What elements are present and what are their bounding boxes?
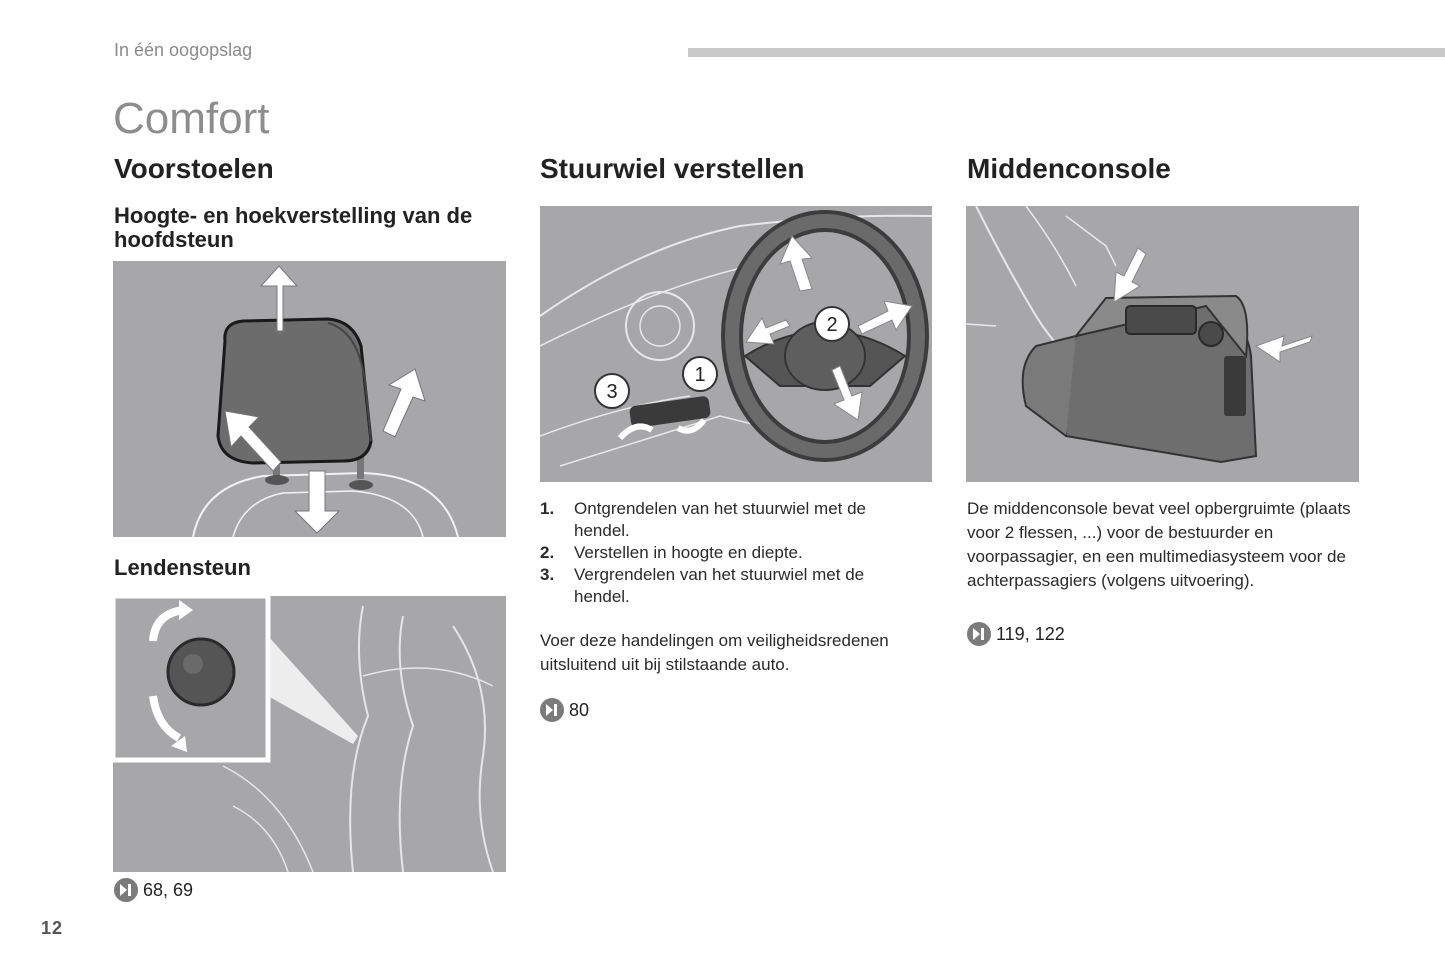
reference-stuurwiel[interactable] — [540, 698, 589, 722]
svg-text:3: 3 — [606, 381, 618, 403]
page-title: Comfort — [113, 94, 270, 143]
reference-voorstoelen[interactable] — [114, 878, 193, 902]
page-reference-icon — [967, 622, 991, 646]
reference-pages: 80 — [569, 699, 590, 720]
safety-note: Voer deze handelingen om veiligheidsredenen uitsluitend uit bij stilstaande auto. — [540, 631, 889, 674]
svg-text:1: 1 — [694, 364, 706, 386]
reference-middenconsole[interactable] — [967, 622, 1065, 646]
subheading-lendensteun: Lendensteun — [114, 555, 251, 580]
heading-stuurwiel: Stuurwiel verstellen — [540, 153, 805, 184]
reference-pages: 68, 69 — [143, 879, 194, 900]
section-label: In één oogopslag — [114, 40, 253, 60]
callout-3 — [595, 374, 629, 408]
console-description: De middenconsole bevat veel opbergruimte (plaats voor 2 flessen, ...) voor de bestuurder en voorpassagier, en een multimediasysteem voor de achterpassagiers (volgens uitvoering). — [967, 499, 1351, 590]
steering-wheel-illustration — [540, 206, 932, 482]
top-rule — [688, 48, 1445, 57]
subheading-headrest: Hoogte- en hoekverstelling van de hoofdsteun — [114, 203, 473, 252]
lumbar-illustration — [113, 596, 506, 872]
heading-voorstoelen: Voorstoelen — [114, 153, 274, 184]
reference-pages: 119, 122 — [996, 623, 1065, 644]
steering-steps-list — [540, 498, 920, 608]
center-console-illustration — [966, 206, 1359, 482]
callout-2 — [815, 307, 849, 341]
list-item: 2. Verstellen in hoogte en diepte. — [540, 543, 803, 562]
list-item: 1. Ontgrendelen van het stuurwiel met de hendel. — [540, 499, 867, 540]
headrest-illustration — [113, 261, 506, 537]
page-reference-icon — [114, 878, 138, 902]
callout-1 — [683, 357, 717, 391]
page-reference-icon — [540, 698, 564, 722]
heading-middenconsole: Middenconsole — [967, 153, 1171, 184]
page-number: 12 — [41, 918, 64, 938]
list-item: 3. Vergrendelen van het stuurwiel met de hendel. — [540, 565, 865, 606]
svg-text:2: 2 — [826, 314, 838, 336]
